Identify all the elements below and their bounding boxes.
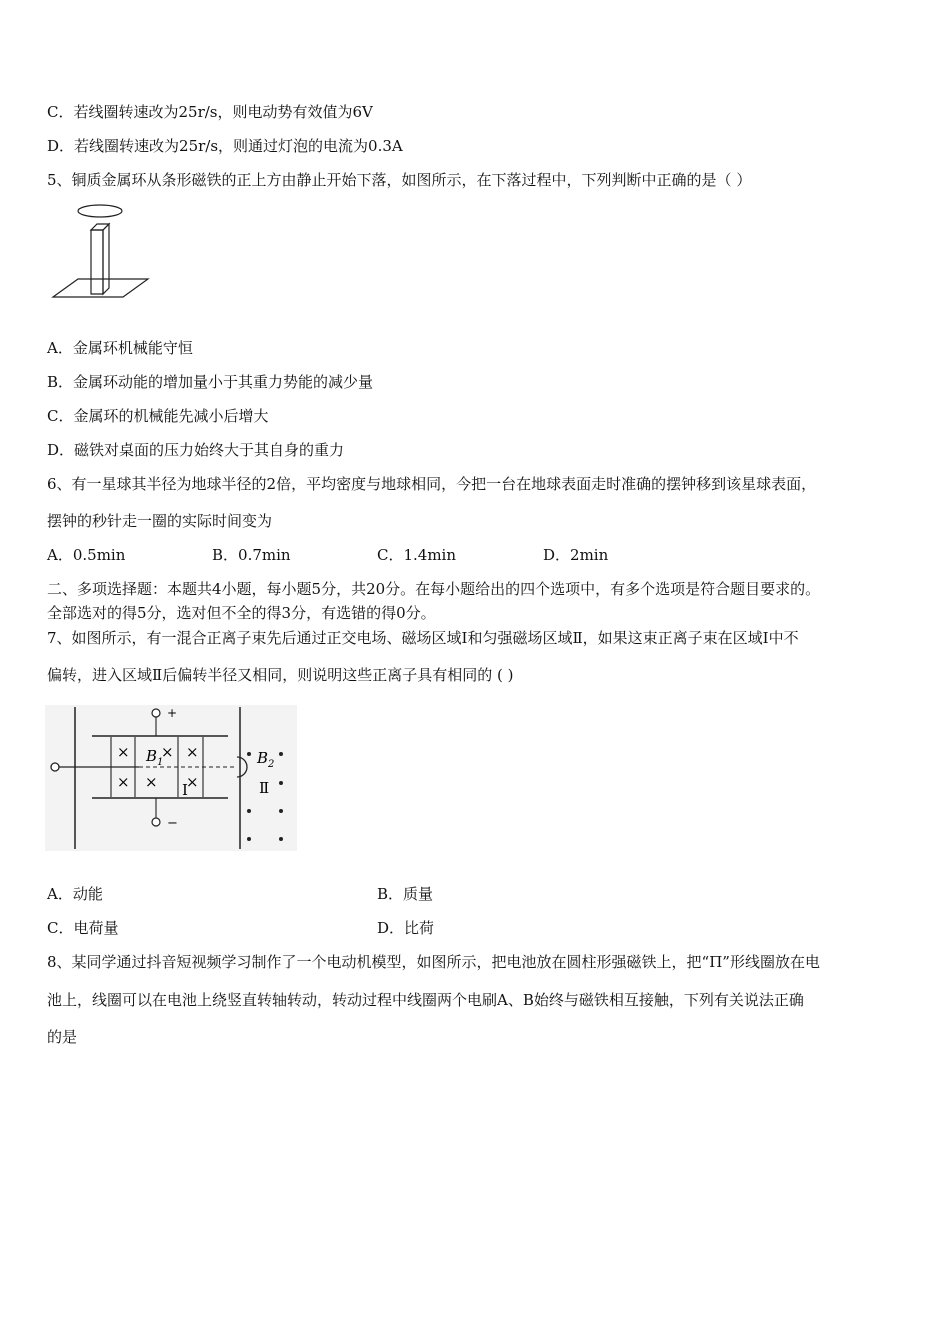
q4-option-d: D．若线圈转速改为25r/s，则通过灯泡的电流为0.3A (47, 137, 403, 155)
metal-ring (78, 205, 122, 217)
svg-text:×: × (186, 773, 199, 791)
ion-source (51, 763, 59, 771)
q5-stem: 5、铜质金属环从条形磁铁的正上方由静止开始下落，如图所示，在下落过程中，下列判断中正确的是（ ） (47, 171, 752, 189)
q7-option-c: C．电荷量 (47, 919, 119, 937)
q6-stem-line1: 6、有一星球其半径为地球半径的2倍，平均密度与地球相同，今把一台在地球表面走时准确的摆钟移到该星球表面， (47, 475, 817, 493)
q4-option-c: C．若线圈转速改为25r/s，则电动势有效值为6V (47, 103, 373, 121)
section2-instructions-line2: 全部选对的得5分，选对但不全的得3分，有选错的得0分。 (47, 604, 436, 622)
q7-stem-line1: 7、如图所示，有一混合正离子束先后通过正交电场、磁场区域Ⅰ和匀强磁场区域Ⅱ，如果这束正离子束在区域Ⅰ中不 (47, 629, 799, 647)
q8-stem-line1: 8、某同学通过抖音短视频学习制作了一个电动机模型，如图所示，把电池放在圆柱形强磁铁上，把“Π”形线圈放在电 (47, 953, 820, 971)
svg-text:×: × (117, 773, 130, 791)
section2-instructions-line1: 二、多项选择题：本题共4小题，每小题5分，共20分。在每小题给出的四个选项中，有多个选项是符合题目要求的。 (47, 580, 821, 598)
negative-terminal (152, 818, 160, 826)
region1-label: Ⅰ (182, 781, 188, 799)
q5-option-a: A．金属环机械能守恒 (47, 339, 193, 357)
svg-text:×: × (161, 743, 174, 761)
q5-option-d: D．磁铁对桌面的压力始终大于其自身的重力 (47, 441, 345, 459)
q7-velocity-selector-figure (45, 705, 297, 851)
q6-option-b: B．0.7min (212, 546, 291, 564)
q5-magnet-ring-figure (50, 203, 150, 300)
q6-option-d: D．2min (543, 546, 609, 564)
q7-option-d: D．比荷 (377, 919, 435, 937)
q7-stem-line2: 偏转，进入区域Ⅱ后偏转半径又相同，则说明这些正离子具有相同的 ( ) (47, 666, 514, 684)
minus-label: − (167, 816, 178, 831)
q8-stem-line2: 池上，线圈可以在电池上绕竖直转轴转动，转动过程中线圈两个电刷A、B始终与磁铁相互接触，下列有关说法正确 (47, 991, 804, 1009)
q6-option-a: A．0.5min (47, 546, 126, 564)
q5-option-b: B．金属环动能的增加量小于其重力势能的减少量 (47, 373, 374, 391)
plus-label: + (167, 706, 178, 720)
b1-label: $B_1$ (146, 747, 164, 768)
q7-option-b: B．质量 (377, 885, 434, 903)
positive-terminal (152, 709, 160, 717)
svg-text:×: × (186, 743, 199, 761)
q5-option-c: C．金属环的机械能先减小后增大 (47, 407, 269, 425)
q8-stem-line3: 的是 (47, 1028, 78, 1046)
q6-stem-line2: 摆钟的秒针走一圈的实际时间变为 (47, 512, 273, 530)
q7-option-a: A．动能 (47, 885, 103, 903)
q6-option-c: C．1.4min (377, 546, 457, 564)
region2-label: Ⅱ (259, 779, 270, 797)
b2-label: $B_2$ (257, 749, 275, 770)
bar-magnet (91, 224, 109, 294)
svg-text:×: × (145, 773, 158, 791)
svg-text:×: × (117, 743, 130, 761)
